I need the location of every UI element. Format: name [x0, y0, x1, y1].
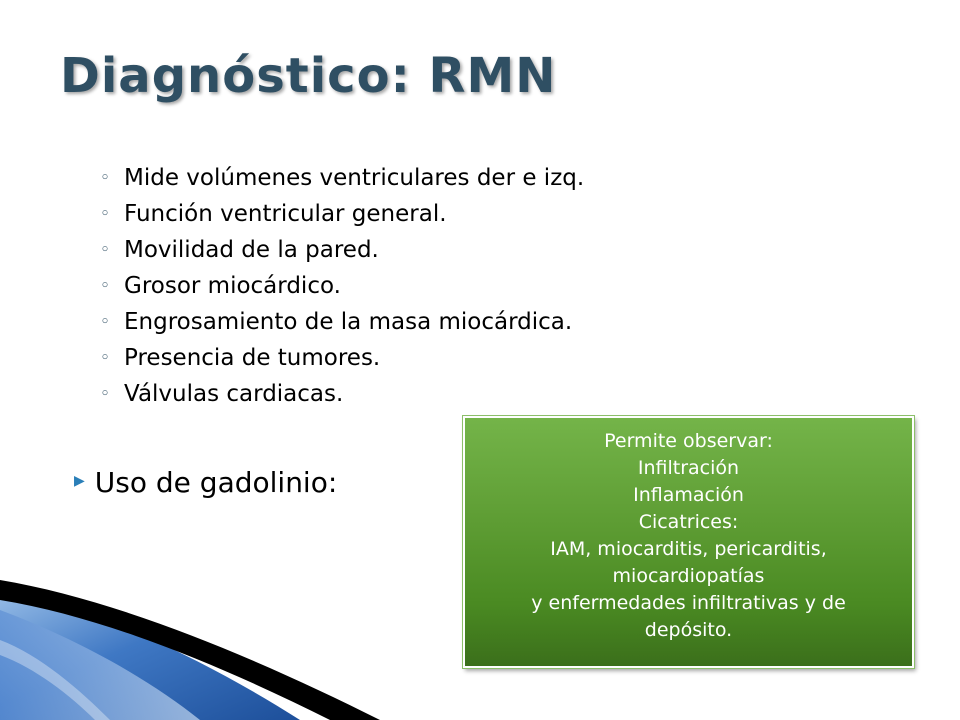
- list-item-label: Grosor miocárdico.: [124, 273, 341, 299]
- info-box-line: y enfermedades infiltrativas y de: [531, 592, 846, 614]
- info-box-line: depósito.: [644, 619, 733, 641]
- circle-bullet-icon: ◦: [100, 312, 111, 332]
- circle-bullet-icon: ◦: [100, 240, 111, 260]
- main-bullet: [74, 466, 337, 499]
- list-item: [100, 196, 584, 232]
- sub-bullet-list: [100, 160, 584, 412]
- list-item: [100, 340, 584, 376]
- info-box-line: Inflamación: [633, 484, 744, 506]
- circle-bullet-icon: ◦: [100, 348, 111, 368]
- list-item-label: Movilidad de la pared.: [124, 237, 379, 263]
- list-item: [100, 160, 584, 196]
- list-item: [100, 304, 584, 340]
- info-box-line: IAM, miocarditis, pericarditis,: [550, 538, 827, 560]
- list-item-label: Presencia de tumores.: [124, 345, 381, 371]
- list-item-label: Engrosamiento de la masa miocárdica.: [124, 309, 573, 335]
- list-item: [100, 376, 584, 412]
- circle-bullet-icon: ◦: [100, 276, 111, 296]
- main-bullet-label: Uso de gadolinio:: [94, 466, 338, 499]
- list-item-label: Función ventricular general.: [124, 201, 447, 227]
- circle-bullet-icon: ◦: [100, 204, 111, 224]
- info-box-line: miocardiopatías: [612, 565, 765, 587]
- circle-bullet-icon: ◦: [100, 384, 111, 404]
- info-box: [463, 416, 914, 668]
- slide-title: Diagnóstico: RMN: [60, 48, 557, 104]
- list-item: [100, 268, 584, 304]
- list-item: [100, 232, 584, 268]
- info-box-line: Permite observar:: [604, 430, 773, 452]
- arrow-bullet-icon: ▶: [74, 473, 85, 489]
- list-item-label: Válvulas cardiacas.: [124, 381, 344, 407]
- info-box-line: Cicatrices:: [638, 511, 739, 533]
- circle-bullet-icon: ◦: [100, 168, 111, 188]
- list-item-label: Mide volúmenes ventriculares der e izq.: [124, 165, 585, 191]
- info-box-line: Infiltración: [637, 457, 740, 479]
